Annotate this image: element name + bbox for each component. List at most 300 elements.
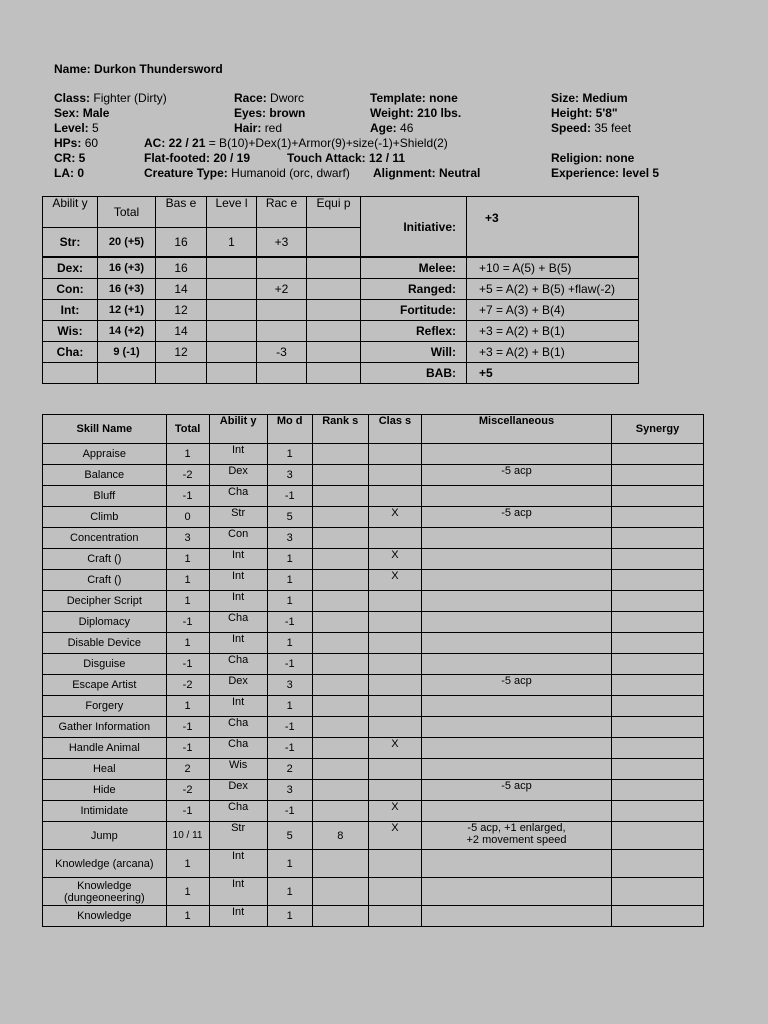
template-label: Template: [370,91,426,105]
skill-ability: Cha [209,801,267,822]
skill-class: X [368,570,421,591]
skill-mod: -1 [267,801,312,822]
skill-row [43,465,704,486]
skill-mod: 2 [267,759,312,780]
religion-label: Religion: [551,151,603,165]
ability-empty-row [43,363,639,384]
empty-cell [156,363,207,384]
alignment-label: Alignment: [373,166,436,180]
skill-misc: -5 acp [421,675,611,696]
skill-ranks [312,780,368,801]
skill-ranks [312,878,368,906]
ability-total: 16 (+3) [98,279,156,300]
eyes-label: Eyes: [234,106,267,120]
cr-value: 5 [78,151,86,165]
ability-row [43,257,639,279]
skill-ranks [312,549,368,570]
skill-total: 1 [166,906,209,927]
skill-ability: Int [209,850,267,878]
ability-total: 14 (+2) [98,321,156,342]
ability-header: Abilit y [43,197,98,228]
skill-ability: Int [209,549,267,570]
skill-ranks [312,570,368,591]
skill-synergy [612,591,704,612]
skill-ranks [312,906,368,927]
ability-total: 20 (+5) [98,228,156,258]
skill-name: Decipher Script [43,591,167,612]
equip-header: Equi p [307,197,361,228]
flatfooted-value: 20 / 19 [213,151,251,165]
skill-row [43,633,704,654]
skill-row [43,507,704,528]
skill-mod: 3 [267,780,312,801]
ability-table [42,196,639,384]
skill-row [43,486,704,507]
skill-row [43,850,704,878]
hair-value: red [264,121,283,135]
skill-ranks [312,486,368,507]
ability-base: 16 [156,257,207,279]
skill-misc [421,738,611,759]
skill-row [43,906,704,927]
skill-class [368,850,421,878]
skill-mod: 1 [267,850,312,878]
info-col-4 [551,91,631,136]
skill-misc: -5 acp [421,465,611,486]
skill-class: X [368,549,421,570]
skill-name: Concentration [43,528,167,549]
skill-mod: 3 [267,465,312,486]
skill-class [368,717,421,738]
touch-line [287,151,405,166]
ability-race [257,257,307,279]
ability-equip [307,228,361,258]
creature-line [144,166,350,181]
ability-name: Dex: [43,257,98,279]
skill-ranks [312,528,368,549]
initiative-label: Initiative: [361,197,467,258]
skill-mod: 1 [267,906,312,927]
skill-class [368,444,421,465]
skill-name-header: Skill Name [43,415,167,444]
skill-mod: 1 [267,570,312,591]
touch-label: Touch Attack: [287,151,366,165]
skill-misc: -5 acp [421,780,611,801]
skill-name: Climb [43,507,167,528]
skill-synergy [612,570,704,591]
ability-equip [307,279,361,300]
level-header: Leve l [207,197,257,228]
skill-name: Craft () [43,549,167,570]
skill-synergy [612,486,704,507]
skill-ability: Cha [209,717,267,738]
touch-value: 12 / 11 [369,151,406,165]
skill-misc [421,654,611,675]
skill-class [368,465,421,486]
empty-cell [307,363,361,384]
empty-cell [43,363,98,384]
skill-synergy [612,696,704,717]
skill-class [368,633,421,654]
skill-name: Intimidate [43,801,167,822]
skill-synergy [612,906,704,927]
size-value: Medium [582,91,628,105]
skill-synergy [612,465,704,486]
ac-value: 22 / 21 [168,136,206,150]
skill-mod: 3 [267,675,312,696]
skill-synergy [612,654,704,675]
ability-base: 12 [156,300,207,321]
skill-ability: Int [209,570,267,591]
skill-total: 2 [166,759,209,780]
skill-ability-header: Abilit y [209,415,267,444]
skill-name: Jump [43,822,167,850]
skill-total: 1 [166,696,209,717]
melee-label: Melee: [361,257,467,279]
ability-level [207,279,257,300]
base-header: Bas e [156,197,207,228]
info-col-2 [234,91,305,136]
skill-misc [421,850,611,878]
experience-value: level 5 [622,166,660,180]
skill-mod: 5 [267,507,312,528]
age-value: 46 [400,121,414,135]
experience-label: Experience: [551,166,620,180]
hair-label: Hair: [234,121,262,135]
skill-class: X [368,822,421,850]
skill-total: 1 [166,444,209,465]
skill-class [368,591,421,612]
skill-synergy [612,801,704,822]
skill-name: Appraise [43,444,167,465]
skill-total-header: Total [166,415,209,444]
skill-name: Hide [43,780,167,801]
skill-total: 1 [166,850,209,878]
race-value: Dworc [270,91,305,105]
ability-equip [307,257,361,279]
character-name: Durkon Thundersword [94,62,223,76]
ability-race: +2 [257,279,307,300]
skill-ranks [312,633,368,654]
skill-synergy [612,738,704,759]
skill-class-header: Clas s [368,415,421,444]
skill-ability: Dex [209,465,267,486]
skill-row [43,822,704,850]
skill-synergy [612,717,704,738]
skills-body [43,444,704,927]
level-label: Level: [54,121,89,135]
skill-synergy-header: Synergy [612,415,704,444]
reflex-label: Reflex: [361,321,467,342]
religion-exp [551,151,659,181]
ability-level [207,257,257,279]
skill-name: Craft () [43,570,167,591]
bab-label: BAB: [361,363,467,384]
skill-class: X [368,507,421,528]
skill-misc [421,549,611,570]
reflex-value: +3 = A(2) + B(1) [467,321,639,342]
skill-misc [421,878,611,906]
skill-name: Balance [43,465,167,486]
skill-class [368,486,421,507]
ability-name: Str: [43,228,98,258]
skill-class [368,906,421,927]
skill-ranks [312,591,368,612]
empty-cell [207,363,257,384]
total-header: Total [98,197,156,228]
ranged-value: +5 = A(2) + B(5) +flaw(-2) [467,279,639,300]
race-header: Rac e [257,197,307,228]
skill-synergy [612,633,704,654]
height-value: 5'8" [595,106,618,120]
skill-ranks [312,801,368,822]
height-label: Height: [551,106,593,120]
skill-mod: 1 [267,633,312,654]
skill-class: X [368,738,421,759]
skill-class [368,780,421,801]
info-col-3 [370,91,461,136]
name-label: Name: [54,62,91,76]
skill-name: Escape Artist [43,675,167,696]
skill-ability: Int [209,633,267,654]
skill-row [43,801,704,822]
skill-synergy [612,878,704,906]
skill-class [368,612,421,633]
flatfooted-line [144,151,250,166]
race-label: Race: [234,91,267,105]
skill-total: 1 [166,878,209,906]
speed-label: Speed: [551,121,592,135]
ability-equip [307,300,361,321]
class-value: Fighter (Dirty) [93,91,167,105]
skill-synergy [612,780,704,801]
skill-mod: 1 [267,696,312,717]
skills-table [42,414,704,927]
skill-total: 3 [166,528,209,549]
skill-total: -1 [166,717,209,738]
template-value: none [429,91,458,105]
skill-misc [421,612,611,633]
skill-ranks [312,717,368,738]
skill-total: 1 [166,591,209,612]
skill-ability: Wis [209,759,267,780]
skill-misc [421,570,611,591]
skill-ability: Cha [209,738,267,759]
skill-total: -1 [166,801,209,822]
skill-mod: -1 [267,486,312,507]
fortitude-value: +7 = A(3) + B(4) [467,300,639,321]
skill-total: 1 [166,633,209,654]
skill-mod: -1 [267,612,312,633]
skill-row [43,780,704,801]
skill-ability: Str [209,507,267,528]
ability-equip [307,342,361,363]
skill-misc [421,696,611,717]
skill-name: Knowledge [43,906,167,927]
skill-total: -2 [166,465,209,486]
cr-label: CR: [54,151,76,165]
skill-ranks [312,654,368,675]
skill-name: Forgery [43,696,167,717]
ability-level: 1 [207,228,257,258]
empty-cell [98,363,156,384]
hp-label: HPs: [54,136,82,150]
skill-synergy [612,759,704,780]
alignment-value: Neutral [439,166,481,180]
ability-race: -3 [257,342,307,363]
skill-misc: -5 acp, +1 enlarged, +2 movement speed [421,822,611,850]
skill-ranks [312,675,368,696]
ability-race [257,321,307,342]
fortitude-label: Fortitude: [361,300,467,321]
skill-misc-header: Miscellaneous [421,415,611,444]
creature-value: Humanoid (orc, dwarf) [231,166,350,180]
skill-row [43,759,704,780]
ability-level [207,321,257,342]
skill-class [368,654,421,675]
will-value: +3 = A(2) + B(1) [467,342,639,363]
skill-total: 1 [166,549,209,570]
skill-mod: 1 [267,878,312,906]
skill-row [43,549,704,570]
skill-total: 10 / 11 [166,822,209,850]
ability-total: 9 (-1) [98,342,156,363]
ability-name: Int: [43,300,98,321]
skill-ranks-header: Rank s [312,415,368,444]
skill-synergy [612,822,704,850]
skill-row [43,654,704,675]
ability-level [207,342,257,363]
ability-row [43,279,639,300]
ability-equip [307,321,361,342]
weight-value: 210 lbs. [417,106,462,120]
skill-ability: Int [209,444,267,465]
skill-misc [421,528,611,549]
will-label: Will: [361,342,467,363]
skill-mod: 1 [267,591,312,612]
skill-mod: -1 [267,654,312,675]
ability-race: +3 [257,228,307,258]
creature-label: Creature Type: [144,166,228,180]
skill-ability: Str [209,822,267,850]
skill-total: -1 [166,486,209,507]
skill-row [43,528,704,549]
ability-level [207,300,257,321]
skill-mod: 5 [267,822,312,850]
ac-label: AC: [144,136,166,150]
melee-value: +10 = A(5) + B(5) [467,257,639,279]
ability-row [43,342,639,363]
ability-race [257,300,307,321]
skill-class: X [368,801,421,822]
religion-value: none [605,151,635,165]
alignment-line [373,166,480,181]
skill-class [368,696,421,717]
skill-misc [421,717,611,738]
skill-row [43,591,704,612]
skill-total: 1 [166,570,209,591]
skill-ranks [312,738,368,759]
skill-synergy [612,528,704,549]
skill-ranks [312,507,368,528]
skill-class [368,528,421,549]
skill-ranks [312,759,368,780]
ability-header-row [43,197,639,228]
ability-total: 12 (+1) [98,300,156,321]
skill-misc [421,591,611,612]
skill-mod: -1 [267,738,312,759]
skill-name: Disable Device [43,633,167,654]
skill-name: Diplomacy [43,612,167,633]
skill-name: Knowledge (arcana) [43,850,167,878]
level-value: 5 [92,121,99,135]
ac-formula: = B(10)+Dex(1)+Armor(9)+size(-1)+Shield(2) [208,136,448,150]
skill-ranks: 8 [312,822,368,850]
ranged-label: Ranged: [361,279,467,300]
skill-misc: -5 acp [421,507,611,528]
sex-value: Male [82,106,110,120]
skill-misc [421,906,611,927]
name-line [54,62,223,77]
skill-mod-header: Mo d [267,415,312,444]
skill-name: Disguise [43,654,167,675]
ability-base: 14 [156,279,207,300]
skill-row [43,738,704,759]
ability-name: Wis: [43,321,98,342]
skill-row [43,675,704,696]
la-label: LA: [54,166,74,180]
skill-row [43,717,704,738]
skill-synergy [612,850,704,878]
skill-row [43,612,704,633]
skill-misc [421,801,611,822]
skill-total: -1 [166,738,209,759]
skill-ranks [312,696,368,717]
skill-class [368,675,421,696]
weight-label: Weight: [370,106,414,120]
skill-mod: 1 [267,549,312,570]
hp-value: 60 [84,136,99,150]
skill-ability: Int [209,591,267,612]
skill-ranks [312,444,368,465]
ability-base: 16 [156,228,207,258]
ability-name: Cha: [43,342,98,363]
age-label: Age: [370,121,397,135]
flatfooted-label: Flat-footed: [144,151,210,165]
initiative-value: +3 [467,197,639,258]
skill-row [43,444,704,465]
ability-base: 12 [156,342,207,363]
skill-total: -1 [166,654,209,675]
ability-row [43,300,639,321]
skill-ranks [312,612,368,633]
ac-line [144,136,448,151]
skill-total: -2 [166,780,209,801]
ability-total: 16 (+3) [98,257,156,279]
skill-mod: 3 [267,528,312,549]
skill-ability: Cha [209,654,267,675]
skill-row [43,696,704,717]
skill-ability: Dex [209,780,267,801]
skills-header-row [43,415,704,444]
skill-misc [421,486,611,507]
skill-class [368,759,421,780]
sex-label: Sex: [54,106,80,120]
skill-ability: Cha [209,486,267,507]
skill-ability: Int [209,906,267,927]
skill-name: Knowledge (dungeoneering) [43,878,167,906]
speed-value: 35 feet [594,121,632,135]
